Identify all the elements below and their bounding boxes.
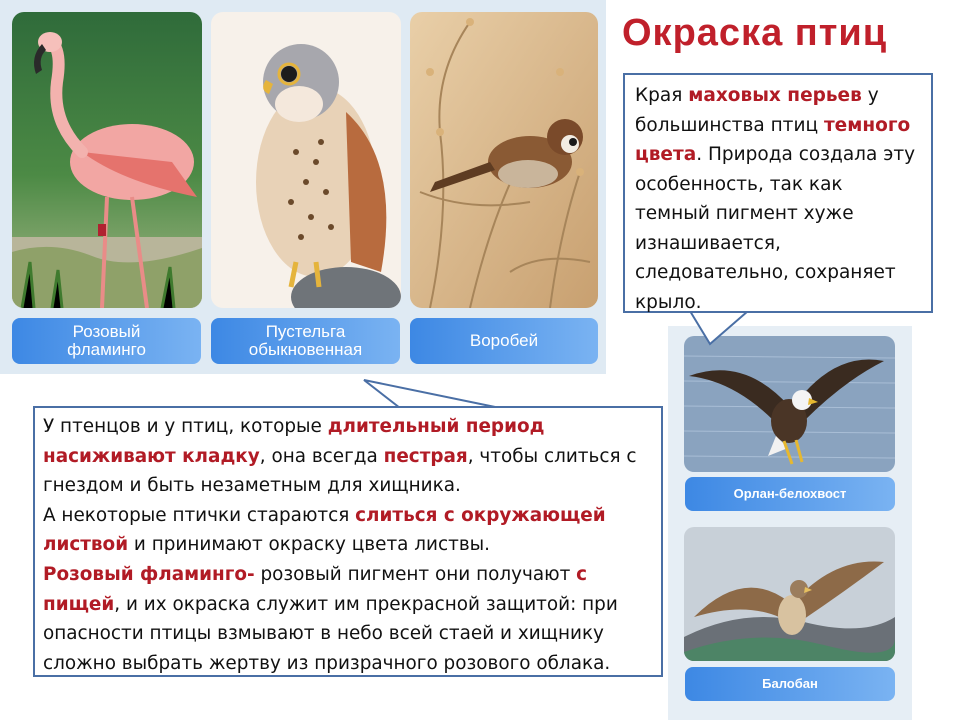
callout-paragraph-2 (43, 501, 655, 560)
kestrel-photo (211, 12, 401, 308)
callout-top-text-1: Края (635, 85, 689, 106)
label-eagle: Орлан-белохвост (685, 477, 895, 511)
sparrow-photo (410, 12, 598, 308)
callout-bottom-text-7: , и их окраска служит им прекрасной защитой: при опасности птицы взмывают в небо всей стаей и хищнику сложно выбрать жертву из призрачного розового облака. (43, 593, 618, 674)
callout-flight-feathers (623, 73, 933, 313)
callout-coloration (33, 406, 663, 677)
label-saker-falcon: Балобан (685, 667, 895, 701)
callout-top-highlight-1: маховых перьев (688, 85, 862, 106)
callout-bottom-highlight-2: пестрая (383, 445, 468, 467)
callout-bottom-text-3: , чтобы слиться с гнездом и быть незаметным для хищника. (43, 445, 637, 497)
callout-top-text-2: у большинства птиц (635, 85, 879, 136)
page-title: Окраска птиц (622, 12, 888, 54)
callout-top-text-3: . Природа создала эту особенность, так как темный пигмент хуже изнашивается, следовательно, сохраняет крыло. (635, 144, 916, 313)
flamingo-photo (12, 12, 202, 308)
callout-bottom-text-6: розовый пигмент они получают (254, 563, 577, 585)
saker-falcon-photo (684, 527, 895, 661)
callout-paragraph-3 (43, 560, 655, 678)
label-sparrow: Воробей (410, 318, 598, 364)
label-flamingo: Розовый фламинго (12, 318, 201, 364)
callout-bottom-highlight-5: с пищей (43, 563, 588, 615)
callout-bottom-text-1: У птенцов и у птиц, которые (43, 416, 328, 437)
label-kestrel: Пустельга обыкновенная (211, 318, 400, 364)
eagle-photo (684, 336, 895, 472)
callout-bottom-highlight-4: Розовый фламинго- (43, 563, 255, 585)
callout-bottom-highlight-1: длительный период насиживают кладку (43, 416, 545, 467)
callout-bottom-tail (360, 376, 510, 410)
callout-top-highlight-2: темного цвета (635, 114, 911, 165)
callout-bottom-text-2: , она всегда (259, 445, 384, 467)
callout-paragraph-1 (43, 412, 655, 501)
callout-bottom-text-4: А некоторые птички стараются (43, 504, 356, 526)
callout-bottom-highlight-3: слиться с окружающей листвой (43, 504, 606, 556)
callout-bottom-text-5: и принимают окраску цвета листвы. (128, 534, 491, 556)
